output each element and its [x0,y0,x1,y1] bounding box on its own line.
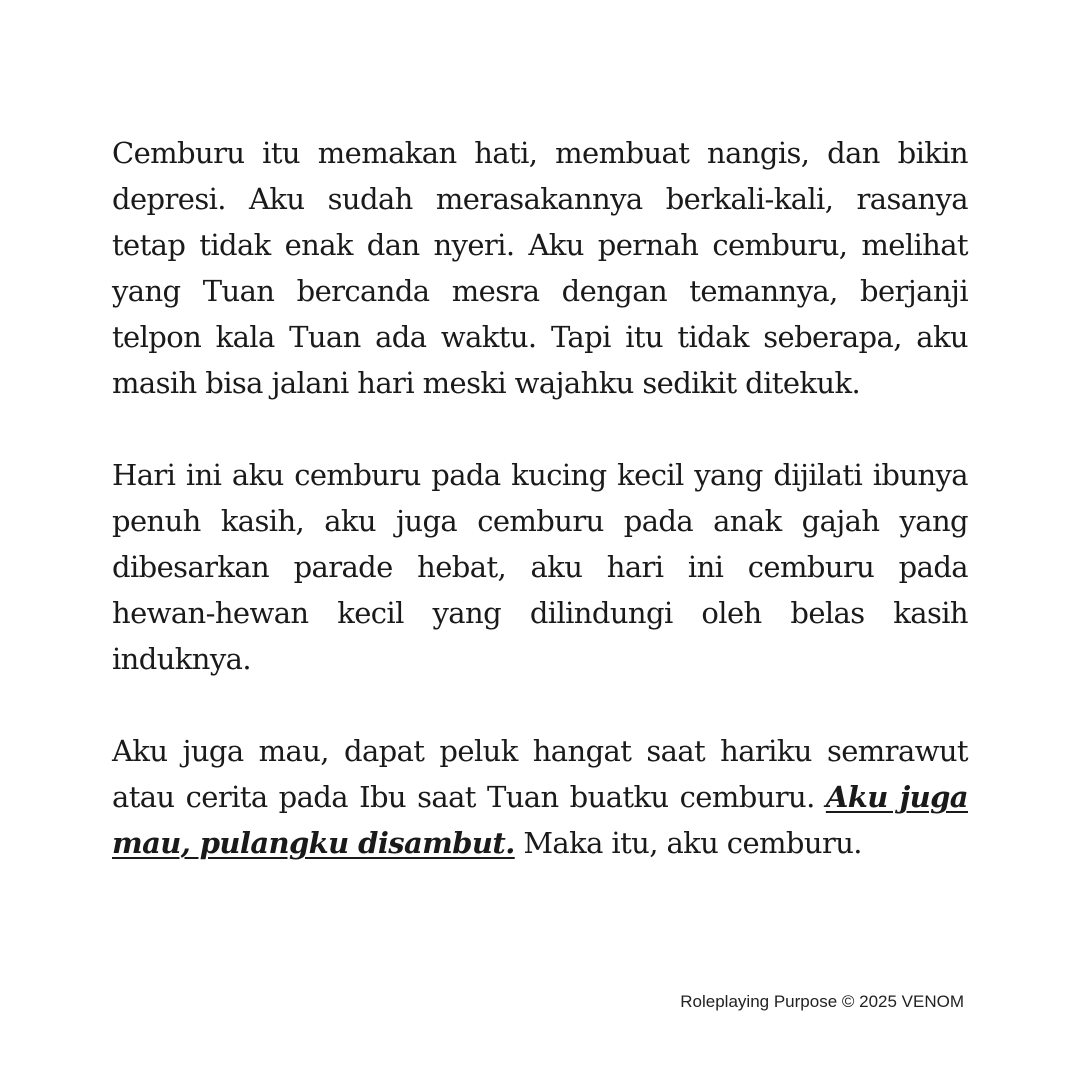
body-text [112,130,968,866]
paragraph-3-tail: Maka itu, aku cemburu. [514,826,862,860]
paragraph-1: Cemburu itu memakan hati, membuat nangis, dan bikin depresi. Aku sudah merasakannya berkali-kali, rasanya tetap tidak enak dan nyeri. Aku pernah cemburu, melihat yang Tuan bercanda mesra dengan temannya, berjanji telpon kala Tuan ada waktu. Tapi itu tidak seberapa, aku masih bisa jalani hari meski wajahku sedikit ditekuk. [112,136,968,400]
paragraph-3 [112,728,968,866]
copyright-footer: Roleplaying Purpose © 2025 VENOM [680,992,964,1011]
paragraph-2: Hari ini aku cemburu pada kucing kecil yang dijilati ibunya penuh kasih, aku juga cemburu pada anak gajah yang dibesarkan parade hebat, aku hari ini cemburu pada hewan-hewan kecil yang dilindungi oleh belas kasih induknya. [112,458,968,676]
emphasized-sentence: Aku juga mau, pulangku disambut. [112,780,968,860]
paragraph-3-lead: Aku juga mau, dapat peluk hangat saat hariku semrawut atau cerita pada Ibu saat Tuan buatku cemburu. [112,734,968,814]
